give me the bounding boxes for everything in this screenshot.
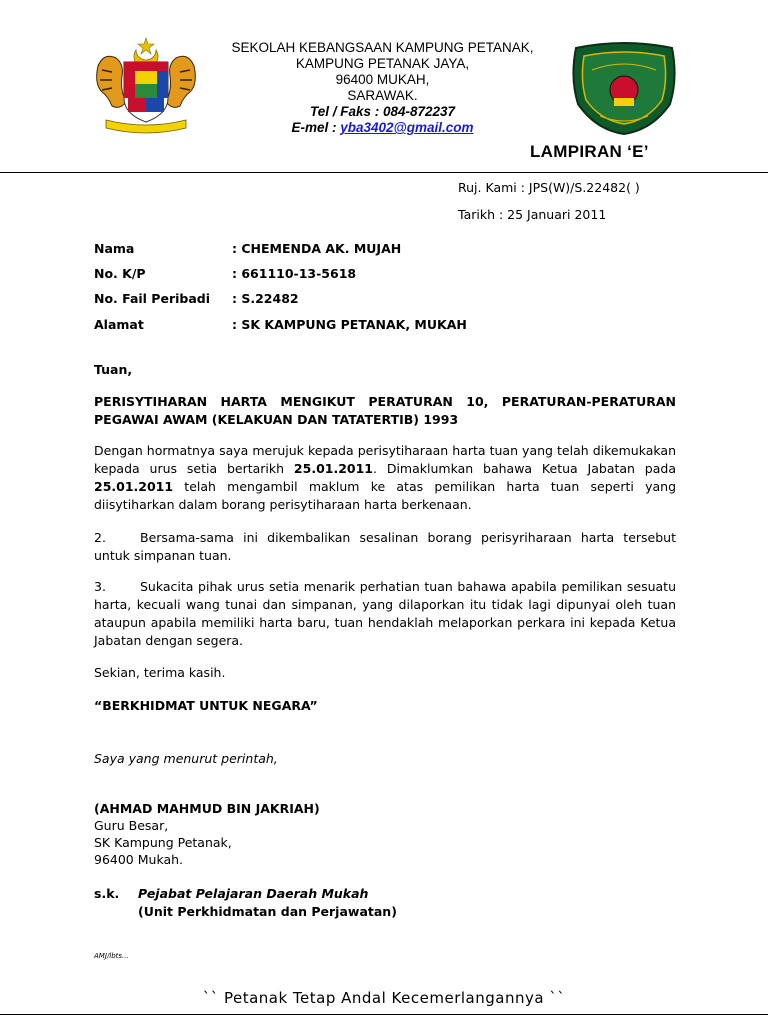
paragraph-2-text: Bersama-sama ini dikembalikan sesalinan borang perisyriharaan harta tersebut untuk simpanan tuan. [94, 530, 676, 563]
signatory-place: 96400 Mukah. [94, 852, 184, 867]
lampiran-label: LAMPIRAN ‘E’ [530, 142, 649, 161]
field-label: Alamat [94, 317, 144, 332]
paragraph-2 [94, 529, 676, 565]
signatory-name: (AHMAD MAHMUD BIN JAKRIAH) [94, 801, 320, 816]
header-divider [0, 172, 768, 173]
school-address-line-1: KAMPUNG PETANAK JAYA, [295, 56, 470, 71]
field-label: No. Fail Peribadi [94, 291, 211, 306]
footer-divider [0, 1014, 768, 1015]
field-label: Nama [94, 241, 135, 256]
paragraph-3-number: 3. [94, 579, 106, 594]
field-value: : SK KAMPUNG PETANAK, MUKAH [232, 317, 467, 332]
sk-line-2: (Unit Perkhidmatan dan Perjawatan) [138, 904, 397, 919]
perintah: Saya yang menurut perintah, [94, 751, 278, 766]
field-value: : CHEMENDA AK. MUJAH [232, 241, 402, 256]
field-alamat [94, 317, 467, 332]
signatory-title: Guru Besar, [94, 818, 169, 833]
field-label: No. K/P [94, 266, 146, 281]
paragraph-1-date-2: 25.01.2011 [94, 479, 174, 494]
footer-motto: `` Petanak Tetap Andal Kecemerlangannya `` [202, 989, 566, 1007]
school-email-line [205, 120, 560, 136]
motto: “BERKHIDMAT UNTUK NEGARA” [94, 698, 318, 713]
paragraph-1-text: Dengan hormatnya saya merujuk kepada perisytiharaan harta tuan yang telah dikemukakan kepada urus setia bertarikh [94, 443, 676, 476]
reference-date: Tarikh : 25 Januari 2011 [458, 207, 607, 222]
sk-label: s.k. [94, 886, 120, 901]
field-kp [94, 266, 356, 281]
paragraph-3 [94, 578, 676, 650]
school-address-line-2: 96400 MUKAH, [335, 72, 430, 87]
field-fail-peribadi [94, 291, 299, 306]
field-value: : S.22482 [232, 291, 299, 306]
subject: PERISYTIHARAN HARTA MENGIKUT PERATURAN 10, PERATURAN-PERATURAN PEGAWAI AWAM (KELAKUAN DAN TATATERTIB) 1993 [94, 394, 676, 427]
paragraph-1-text: telah mengambil maklum ke atas pemilikan harta tuan seperti yang diisytiharkan dalam borang perisytiharaan harta berkenaan. [94, 479, 676, 512]
school-name: SEKOLAH KEBANGSAAN KAMPUNG PETANAK, [231, 40, 534, 55]
salutation: Tuan, [94, 362, 133, 377]
paragraph-1 [94, 442, 676, 514]
school-badge-icon [570, 40, 678, 136]
coat-of-arms-icon [92, 36, 200, 136]
school-tel: Tel / Faks : 084-872237 [309, 104, 456, 119]
initials: AMJ/lbts... [94, 952, 129, 960]
email-label: E-mel : [291, 120, 337, 135]
email-link[interactable]: yba3402@gmail.com [340, 120, 474, 135]
signatory-org: SK Kampung Petanak, [94, 835, 232, 850]
field-nama [94, 241, 401, 256]
paragraph-3-text: Sukacita pihak urus setia menarik perhatian tuan bahawa apabila pemilikan sesuatu harta, kecuali wang tunai dan simpanan, yang dilaporkan itu tidak lagi dipunyai oleh tuan ataupun apabila memiliki harta baru, tuan hendaklah melaporkan perkara ini kepada Ketua Jabatan dengan segera. [94, 579, 676, 648]
school-address-line-3: SARAWAK. [347, 88, 418, 103]
paragraph-2-number: 2. [94, 530, 106, 545]
paragraph-1-date-1: 25.01.2011 [293, 461, 373, 476]
field-value: : 661110-13-5618 [232, 266, 357, 281]
letterhead [205, 40, 560, 136]
paragraph-1-text: . Dimaklumkan bahawa Ketua Jabatan pada [373, 461, 677, 476]
closing: Sekian, terima kasih. [94, 665, 226, 680]
reference-number: Ruj. Kami : JPS(W)/S.22482( ) [458, 180, 640, 195]
sk-line-1: Pejabat Pelajaran Daerah Mukah [138, 886, 369, 901]
